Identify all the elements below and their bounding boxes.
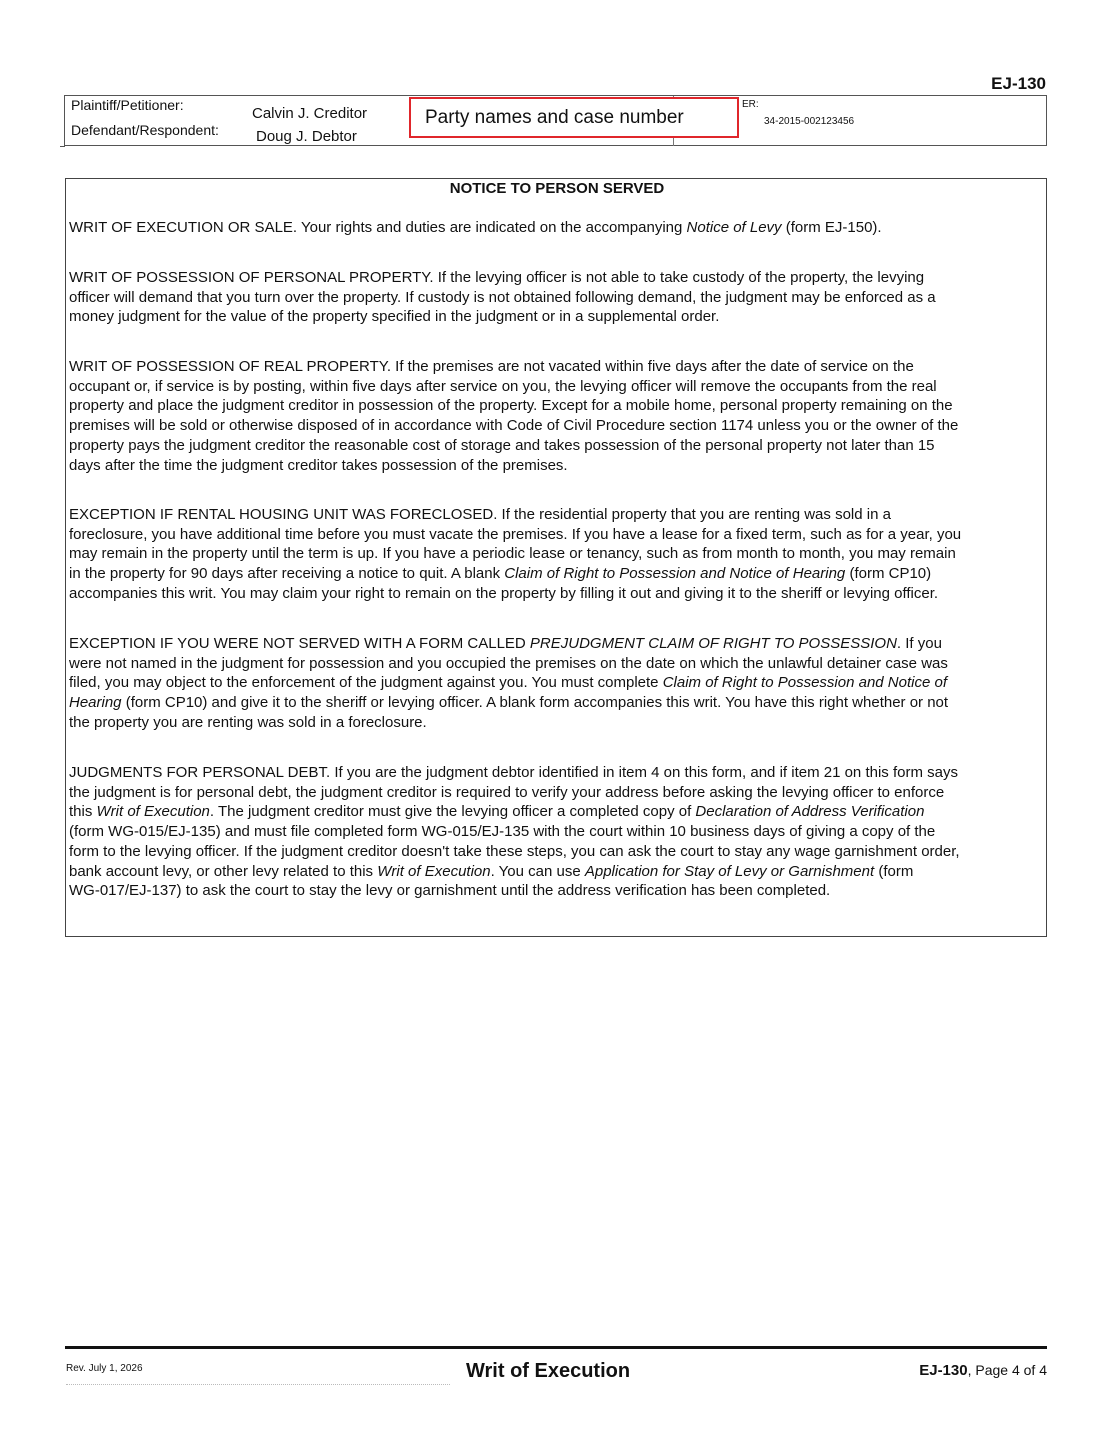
paragraph-rental-foreclosed	[69, 505, 1045, 604]
paragraph-line	[69, 396, 1045, 416]
plaintiff-label: Plaintiff/Petitioner:	[71, 97, 184, 113]
text: EXCEPTION IF RENTAL HOUSING UNIT WAS FORECLOSED. If the residential property that you are renting was sold in a	[69, 506, 891, 523]
text: property pays the judgment creditor the reasonable cost of storage and takes possession of the personal property not later than 15	[69, 436, 935, 454]
text: bank account levy, or other levy related to this	[69, 862, 378, 880]
form-id-header: EJ-130	[991, 74, 1046, 93]
paragraph-line	[69, 268, 1045, 288]
party-names-highlight: Party names and case number	[409, 97, 739, 138]
footer-revision: Rev. July 1, 2026	[66, 1363, 143, 1374]
footer-page-number	[919, 1362, 1047, 1379]
text: EXCEPTION IF YOU WERE NOT SERVED WITH A FORM CALLED	[69, 635, 530, 652]
case-number: 34-2015-002123456	[764, 116, 855, 127]
italic-text: Notice of Levy	[686, 219, 782, 236]
italic-text: Claim of Right to Possession and Notice of	[662, 674, 947, 692]
case-caption-box	[64, 95, 1047, 146]
paragraph-writ-execution	[69, 218, 1045, 238]
paragraph-line	[69, 634, 1045, 654]
text: WRIT OF EXECUTION OR SALE. Your rights and duties are indicated on the accompanying	[69, 219, 687, 236]
text: were not named in the judgment for possession and you occupied the premises on the date on which the unlawful detainer case was	[69, 654, 948, 672]
paragraph-line	[69, 584, 1045, 604]
italic-text: Writ of Execution	[377, 862, 491, 880]
footer-rule	[65, 1346, 1047, 1349]
text: property and place the judgment creditor in possession of the property. Except for a mobile home, personal property remaining on the	[69, 397, 953, 415]
footer-dotted-line	[66, 1384, 450, 1385]
text: WG-017/EJ-137) to ask the court to stay the levy or garnishment until the address verification has been completed.	[69, 882, 831, 900]
notice-title: NOTICE TO PERSON SERVED	[449, 180, 665, 197]
text: (form CP10) and give it to the sheriff or levying officer. A blank form accompanies this writ. You have this right whether or not	[121, 694, 949, 712]
paragraph-line	[69, 842, 1045, 862]
text: (form	[874, 862, 914, 880]
text: WRIT OF POSSESSION OF REAL PROPERTY. If the premises are not vacated within five days after the date of service on the	[69, 358, 914, 375]
paragraph-line	[69, 862, 1045, 882]
footer-title: Writ of Execution	[466, 1360, 631, 1382]
paragraph-line	[69, 654, 1045, 674]
text: (form CP10)	[845, 565, 932, 583]
text: money judgment for the value of the property specified in the judgment or in a supplemental order.	[69, 308, 720, 326]
caption-bottom-stub	[60, 146, 65, 147]
paragraph-line	[69, 525, 1045, 545]
paragraph-line	[69, 783, 1045, 803]
paragraph-not-served	[69, 634, 1045, 733]
italic-text: Hearing	[69, 694, 122, 712]
footer-page-text: , Page 4 of 4	[967, 1362, 1047, 1378]
paragraph-personal-debt	[69, 763, 1045, 901]
footer-form-id: EJ-130	[919, 1362, 968, 1379]
text: officer will demand that you turn over the property. If custody is not obtained following demand, the judgment may be enforced as a	[69, 288, 936, 306]
paragraph-line	[69, 881, 1045, 901]
paragraph-line	[69, 436, 1045, 456]
defendant-label: Defendant/Respondent:	[71, 122, 219, 138]
italic-text: PREJUDGMENT CLAIM OF RIGHT TO POSSESSION	[529, 635, 897, 652]
notice-to-person-served	[65, 178, 1047, 937]
paragraph-line	[69, 564, 1045, 584]
paragraph-real-property	[69, 357, 1045, 475]
caption-left-border	[64, 96, 65, 146]
defendant-name: Doug J. Debtor	[256, 128, 357, 145]
paragraph-line	[69, 544, 1045, 564]
paragraph-line	[69, 307, 1045, 327]
plaintiff-name: Calvin J. Creditor	[252, 105, 368, 122]
italic-text: Application for Stay of Levy or Garnishment	[584, 862, 875, 880]
paragraph-line	[69, 802, 1045, 822]
text: JUDGMENTS FOR PERSONAL DEBT. If you are the judgment debtor identified in item 4 on this form, and if item 21 on this form says	[69, 764, 958, 781]
paragraph-line	[69, 822, 1045, 842]
text: . You can use	[490, 862, 585, 880]
text: . The judgment creditor must give the levying officer a completed copy of	[209, 803, 696, 821]
paragraph-line	[69, 505, 1045, 525]
text: (form WG-015/EJ-135) and must file completed form WG-015/EJ-135 with the court within 10 business days of giving a copy of the	[69, 823, 936, 841]
text: the property you are renting was sold in a foreclosure.	[69, 713, 427, 731]
paragraph-line	[69, 456, 1045, 476]
paragraph-line	[69, 288, 1045, 308]
case-number-label: ER:	[742, 99, 759, 110]
text: in the property for 90 days after receiving a notice to quit. A blank	[69, 565, 505, 583]
paragraph-line	[69, 763, 1045, 783]
paragraph-personal-property	[69, 268, 1045, 327]
text: foreclosure, you have additional time before you must vacate the premises. If you have a lease for a fixed term, such as for a year, you	[69, 525, 962, 543]
text: filed, you may object to the enforcement of the judgment against you. You must complete	[69, 674, 663, 692]
text: this	[69, 803, 97, 821]
text: may remain in the property until the term is up. If you have a periodic lease or tenancy, such as from month to month, you may remain	[69, 545, 956, 563]
text: . If you	[896, 635, 942, 652]
italic-text: Claim of Right to Possession and Notice of Hearing	[504, 565, 846, 583]
text: days after the time the judgment creditor takes possession of the premises.	[69, 456, 568, 474]
text: accompanies this writ. You may claim your right to remain on the property by filling it out and giving it to the sheriff or levying officer.	[69, 584, 939, 602]
paragraph-line	[69, 218, 1045, 238]
text: occupant or, if service is by posting, within five days after service on you, the levying officer will remove the occupants from the real	[69, 377, 937, 395]
text: the judgment is for personal debt, the judgment creditor is required to verify your address before asking the levying officer to enforce	[69, 783, 945, 801]
text: premises will be sold or otherwise disposed of in accordance with Code of Civil Procedure section 1174 unless you or the owner of the	[69, 417, 959, 435]
paragraph-line	[69, 713, 1045, 733]
italic-text: Declaration of Address Verification	[695, 803, 925, 821]
paragraph-line	[69, 416, 1045, 436]
paragraph-line	[69, 673, 1045, 693]
paragraph-line	[69, 377, 1045, 397]
text: (form EJ-150).	[781, 219, 882, 236]
text: WRIT OF POSSESSION OF PERSONAL PROPERTY. If the levying officer is not able to take custody of the property, the levying	[69, 269, 925, 286]
text: form to the levying officer. If the judgment creditor doesn't take these steps, you can ask the court to stay any wage garnishment order,	[69, 842, 960, 860]
paragraph-line	[69, 693, 1045, 713]
italic-text: Writ of Execution	[96, 803, 210, 821]
paragraph-line	[69, 357, 1045, 377]
